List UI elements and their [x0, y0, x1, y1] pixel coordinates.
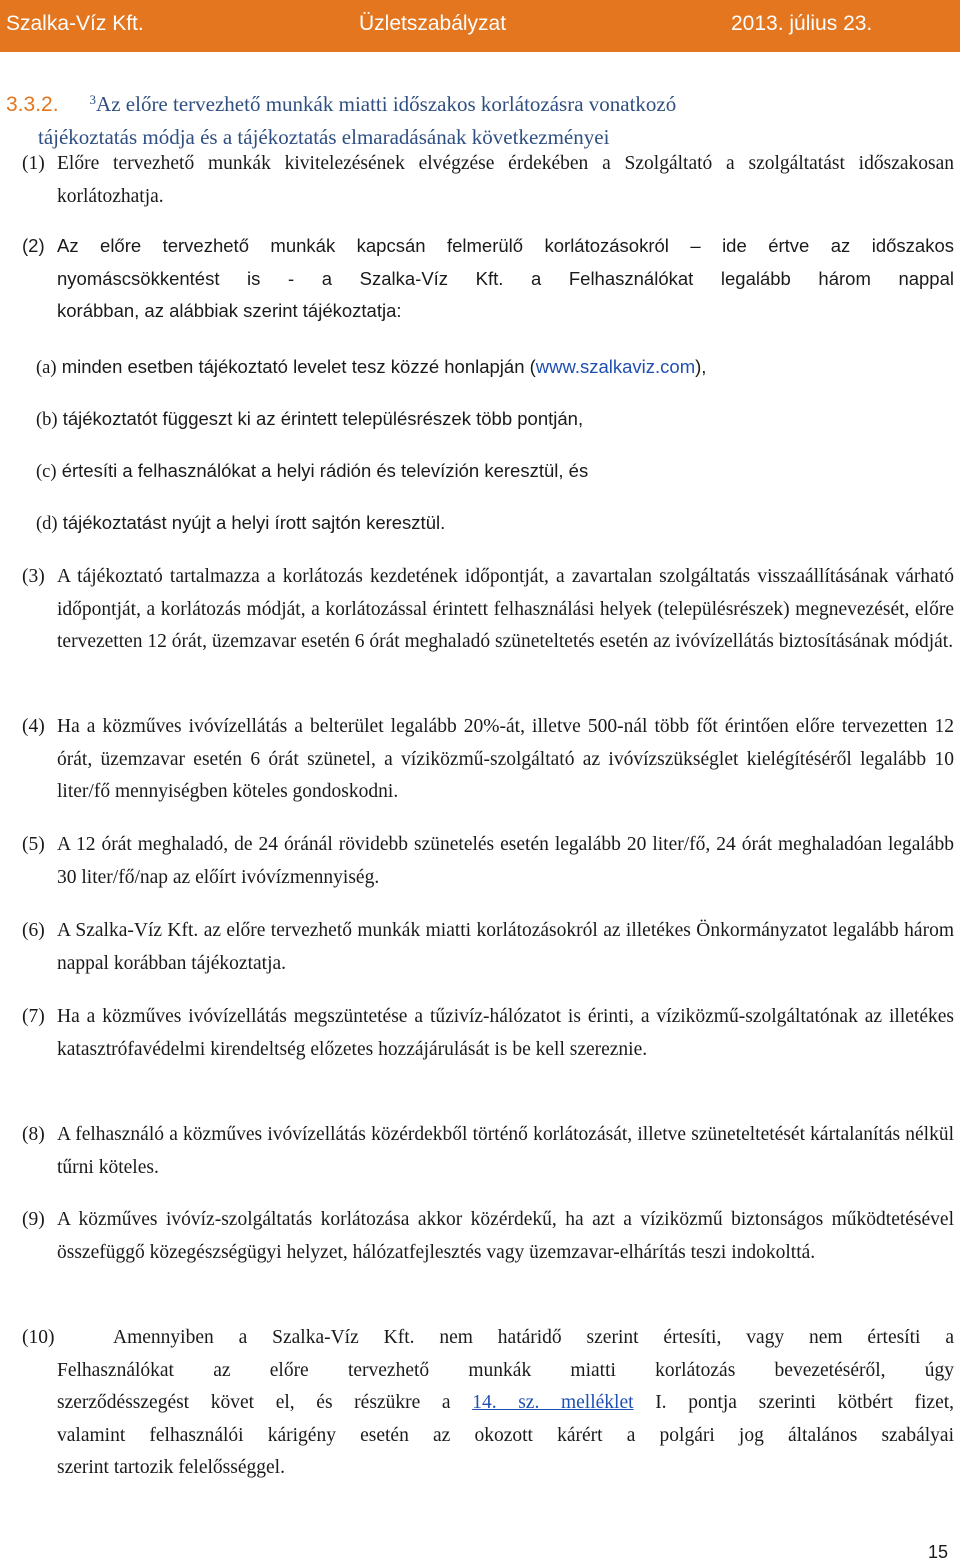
list-item-d	[36, 509, 916, 538]
header-document-title: Üzletszabályzat	[359, 12, 507, 35]
paragraph-text: Ha a közműves ivóvízellátás a belterület legalább 20%-át, illetve 500-nál több főt érintően előre tervezetten 12 órát, üzemzavar esetén 6 órát szünetel, a víziközmű-szolgáltató az ivóvízszükséglet kielégítéséről legalább 10 liter/fő mennyiségben köteles gondoskodni.	[57, 716, 954, 802]
paragraph-text: Előre tervezhető munkák kivitelezésének elvégzése érdekében a Szolgáltató a szolgáltatást időszakosan korlátozhatja.	[57, 153, 954, 207]
paragraph-number: (3)	[22, 566, 45, 587]
paragraph-text: A felhasználó a közműves ivóvízellátás közérdekből történő korlátozását, illetve szüneteltetését kártalanítás nélkül tűrni köteles.	[57, 1124, 954, 1178]
list-item-c	[36, 457, 916, 486]
paragraph-number: (10)	[22, 1327, 55, 1348]
footnote-mark: 3	[89, 92, 97, 107]
paragraph-8	[22, 1119, 954, 1184]
paragraph-2-line3: korábban, az alábbiak szerint tájékoztatja:	[57, 300, 402, 321]
paragraph-6	[22, 915, 954, 980]
paragraph-text: A tájékoztató tartalmazza a korlátozás kezdetének időpontját, a zavartalan szolgáltatás visszaállításának várható időpontját, a korlátozás módját, a korlátozással érintett felhasználási helyek (településrészek) megnevezését, előre tervezetten 12 órát, üzemzavar esetén 6 órát meghaladó szüneteltetés esetén az ivóvízellátás biztosításának módját.	[57, 566, 954, 652]
section-title-line2: tájékoztatás módja és a tájékoztatás elmaradásának következményei	[38, 125, 610, 149]
paragraph-10-line4: valamint felhasználói kárigény esetén az okozott kárért a polgári jog általános szabályai	[57, 1424, 954, 1446]
item-label: (c)	[36, 462, 57, 482]
paragraph-3	[22, 561, 954, 659]
paragraph-1	[22, 148, 954, 213]
section-heading	[6, 84, 936, 153]
paragraph-number: (5)	[22, 834, 45, 855]
section-title-line1: Az előre tervezhető munkák miatti időszakos korlátozásra vonatkozó	[96, 92, 677, 116]
page-header	[0, 0, 960, 52]
annex-14-link[interactable]: 14. sz. melléklet	[472, 1392, 634, 1413]
paragraph-5	[22, 829, 954, 894]
paragraph-number: (1)	[22, 153, 45, 174]
paragraph-number: (4)	[22, 716, 45, 737]
item-label: (d)	[36, 514, 58, 534]
section-number: 3.3.2.	[6, 93, 59, 116]
paragraph-text: A Szalka-Víz Kft. az előre tervezhető munkák miatti korlátozásokról az illetékes Önkormányzatot legalább három nappal korábban tájékoztatja.	[57, 920, 954, 974]
item-label: (a)	[36, 358, 57, 378]
item-text: tájékoztatást nyújt a helyi írott sajtón keresztül.	[62, 512, 446, 533]
paragraph-2-line2: nyomáscsökkentést is - a Szalka-Víz Kft. a Felhasználókat legalább három nappal	[57, 267, 954, 289]
item-text: tájékoztatót függeszt ki az érintett településrészek több pontján,	[62, 408, 584, 429]
paragraph-2-line1: Az előre tervezhető munkák kapcsán felmerülő korlátozásokról – ide értve az időszakos	[57, 235, 954, 256]
header-date: 2013. július 23.	[731, 12, 873, 35]
paragraph-10-line3-start: szerződésszegést követ el, és részükre a	[57, 1392, 451, 1413]
paragraph-text: A közműves ivóvíz-szolgáltatás korlátozása akkor közérdekű, ha azt a víziközmű biztonságos működtetésével összefüggő közegészségügyi helyzet, hálózatfejlesztés vagy üzemzavar-elhárítás teszi indokolttá.	[57, 1209, 954, 1263]
paragraph-10-line3-end: I. pontja szerinti kötbért fizet,	[655, 1392, 955, 1413]
website-link[interactable]: www.szalkaviz.com	[535, 356, 696, 377]
paragraph-text: Ha a közműves ivóvízellátás megszüntetése a tűzivíz-hálózatot is érinti, a víziközmű-szolgáltatónak az illetékes katasztrófavédelmi kirendeltség előzetes hozzájárulását is be kell szereznie.	[57, 1006, 954, 1060]
item-label: (b)	[36, 410, 58, 430]
header-company: Szalka-Víz Kft.	[6, 12, 144, 35]
paragraph-number: (6)	[22, 920, 45, 941]
paragraph-10	[22, 1322, 954, 1485]
paragraph-10-line3	[57, 1387, 954, 1420]
list-item-a	[36, 353, 916, 382]
paragraph-number: (9)	[22, 1209, 45, 1230]
item-text: értesíti a felhasználókat a helyi rádión és televízión keresztül, és	[61, 460, 589, 481]
item-text: minden esetben tájékoztató levelet tesz közzé honlapján (	[61, 356, 536, 377]
paragraph-7	[22, 1001, 954, 1066]
paragraph-number: (7)	[22, 1006, 45, 1027]
paragraph-4	[22, 711, 954, 809]
list-item-b	[36, 405, 916, 434]
paragraph-9	[22, 1204, 954, 1269]
paragraph-2	[22, 230, 954, 328]
paragraph-10-line2: Felhasználókat az előre tervezhető munkák miatti korlátozás bevezetéséről, úgy	[57, 1359, 954, 1381]
paragraph-number: (2)	[22, 235, 45, 256]
paragraph-10-line1: Amennyiben a Szalka-Víz Kft. nem határidő szerint értesíti, vagy nem értesíti a	[113, 1327, 954, 1348]
item-text-after: ),	[695, 356, 707, 377]
paragraph-10-line5: szerint tartozik felelősséggel.	[57, 1457, 285, 1478]
paragraph-text: A 12 órát meghaladó, de 24 óránál rövidebb szünetelés esetén legalább 20 liter/fő, 24 órát meghaladóan legalább 30 liter/fő/nap az előírt ivóvízmennyiség.	[57, 834, 954, 888]
page-number: 15	[928, 1542, 949, 1562]
paragraph-number: (8)	[22, 1124, 45, 1145]
